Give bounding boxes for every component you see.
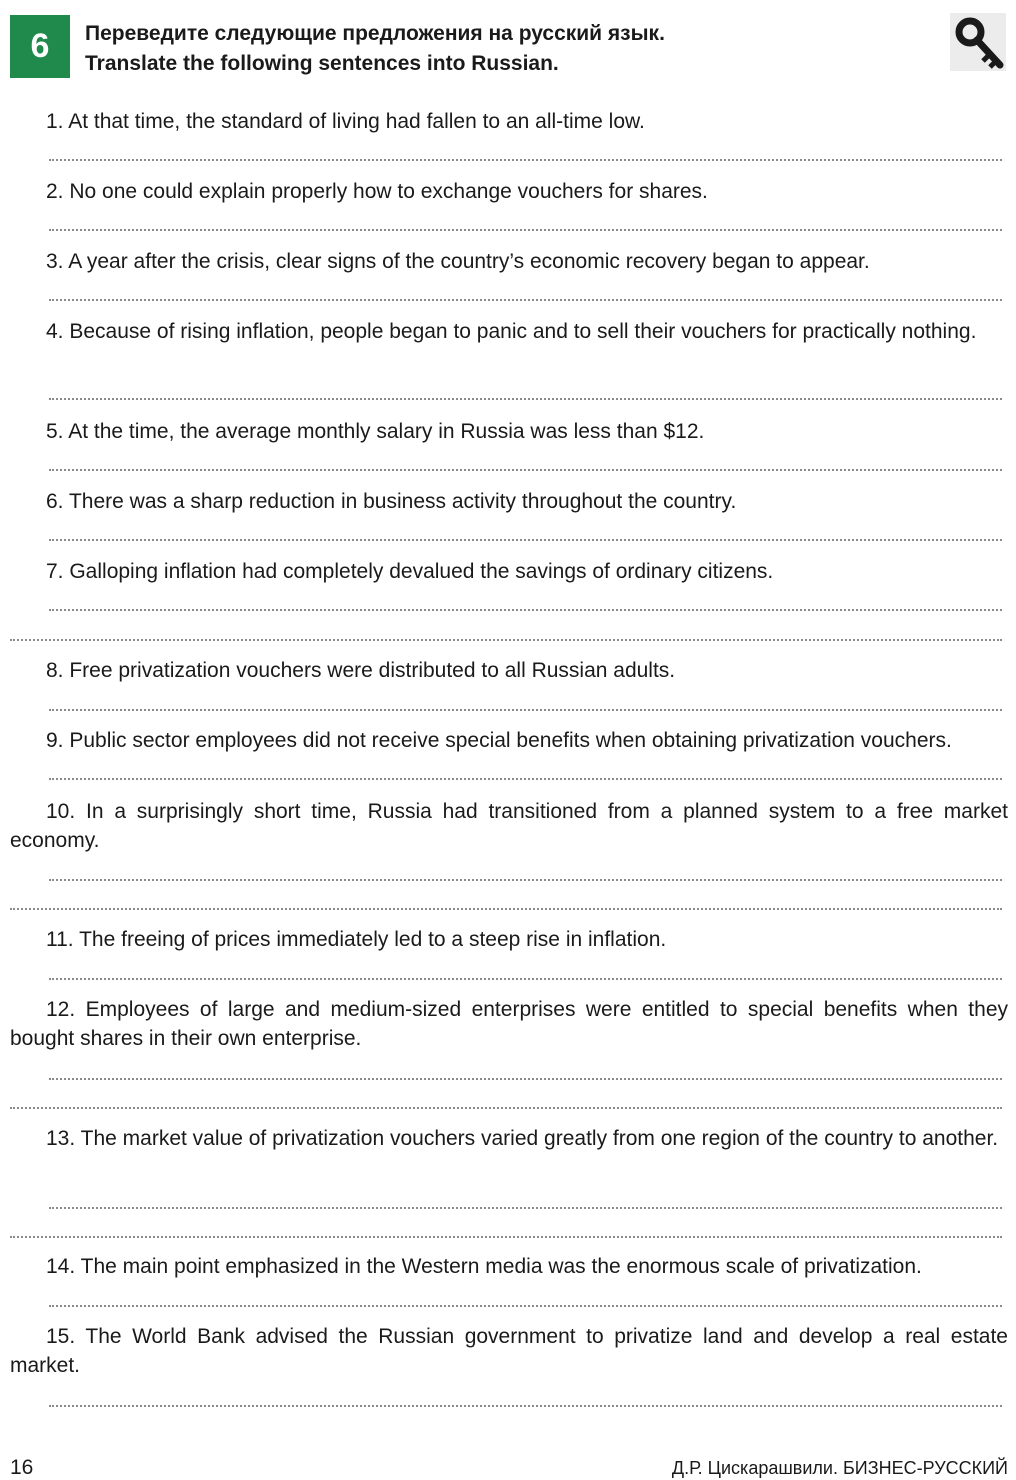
sentence-item (10, 925, 1008, 954)
answer-line[interactable] (49, 539, 1002, 541)
answer-line[interactable] (10, 1107, 1002, 1109)
answer-line[interactable] (49, 159, 1002, 161)
sentence-text: 4. Because of rising inflation, people began to panic and to sell their vouchers for practically nothing. (46, 320, 977, 343)
answer-line[interactable] (10, 1236, 1002, 1238)
sentence-text: 2. No one could explain properly how to exchange vouchers for shares. (46, 180, 708, 203)
answer-line[interactable] (49, 778, 1002, 780)
answer-line[interactable] (10, 908, 1002, 910)
exercise-instructions (85, 19, 665, 79)
answer-line[interactable] (49, 229, 1002, 231)
answer-line[interactable] (49, 299, 1002, 301)
answer-line[interactable] (49, 1305, 1002, 1307)
sentence-item (10, 1322, 1008, 1380)
sentence-text: 10. In a surprisingly short time, Russia had transitioned from a planned system to a free market economy. (10, 800, 1008, 852)
key-icon (950, 13, 1006, 71)
sentence-item (10, 1124, 1008, 1153)
sentence-text: 5. At the time, the average monthly salary in Russia was less than $12. (46, 420, 705, 443)
sentence-text: 1. At that time, the standard of living had fallen to an all-time low. (46, 110, 645, 133)
sentence-item (10, 557, 1008, 586)
sentence-item (10, 417, 1008, 446)
sentence-item (10, 656, 1008, 685)
sentence-item (10, 177, 1008, 206)
sentence-text: 11. The freeing of prices immediately led to a steep rise in inflation. (46, 928, 667, 951)
sentence-text: 15. The World Bank advised the Russian government to privatize land and develop a real estate market. (10, 1325, 1008, 1377)
book-title-footer: Д.Р. Цискарашвили. БИЗНЕС-РУССКИЙ (671, 1458, 1008, 1478)
sentence-text: 3. A year after the crisis, clear signs of the country’s economic recovery began to appear. (46, 250, 870, 273)
instruction-english: Translate the following sentences into Russian. (85, 52, 559, 75)
answer-line[interactable] (49, 879, 1002, 881)
sentence-text: 8. Free privatization vouchers were distributed to all Russian adults. (46, 659, 676, 682)
sentence-item (10, 487, 1008, 516)
sentence-text: 12. Employees of large and medium-sized enterprises were entitled to special benefits when they bought shares in their own enterprise. (10, 998, 1008, 1050)
sentence-item (10, 317, 1008, 346)
sentence-text: 13. The market value of privatization vouchers varied greatly from one region of the country to another. (46, 1127, 999, 1150)
sentence-item (10, 797, 1008, 855)
answer-line[interactable] (49, 1405, 1002, 1407)
answer-line[interactable] (49, 978, 1002, 980)
answer-line[interactable] (49, 1078, 1002, 1080)
sentence-item (10, 247, 1008, 276)
answer-line[interactable] (10, 639, 1002, 641)
sentence-item (10, 726, 1008, 755)
answer-line[interactable] (49, 709, 1002, 711)
answer-line[interactable] (49, 609, 1002, 611)
answer-line[interactable] (49, 398, 1002, 400)
exercise-number-badge: 6 (10, 15, 70, 78)
page-number: 16 (10, 1456, 34, 1479)
answer-line[interactable] (49, 469, 1002, 471)
sentence-item (10, 107, 1008, 136)
sentence-text: 6. There was a sharp reduction in business activity throughout the country. (46, 490, 737, 513)
sentence-text: 7. Galloping inflation had completely devalued the savings of ordinary citizens. (46, 560, 774, 583)
sentence-text: 9. Public sector employees did not receive special benefits when obtaining privatization vouchers. (46, 729, 952, 752)
answer-line[interactable] (49, 1207, 1002, 1209)
instruction-russian: Переведите следующие предложения на русский язык. (85, 22, 665, 45)
sentence-item (10, 995, 1008, 1053)
sentence-text: 14. The main point emphasized in the Western media was the enormous scale of privatization. (46, 1255, 922, 1278)
sentence-item (10, 1252, 1008, 1281)
